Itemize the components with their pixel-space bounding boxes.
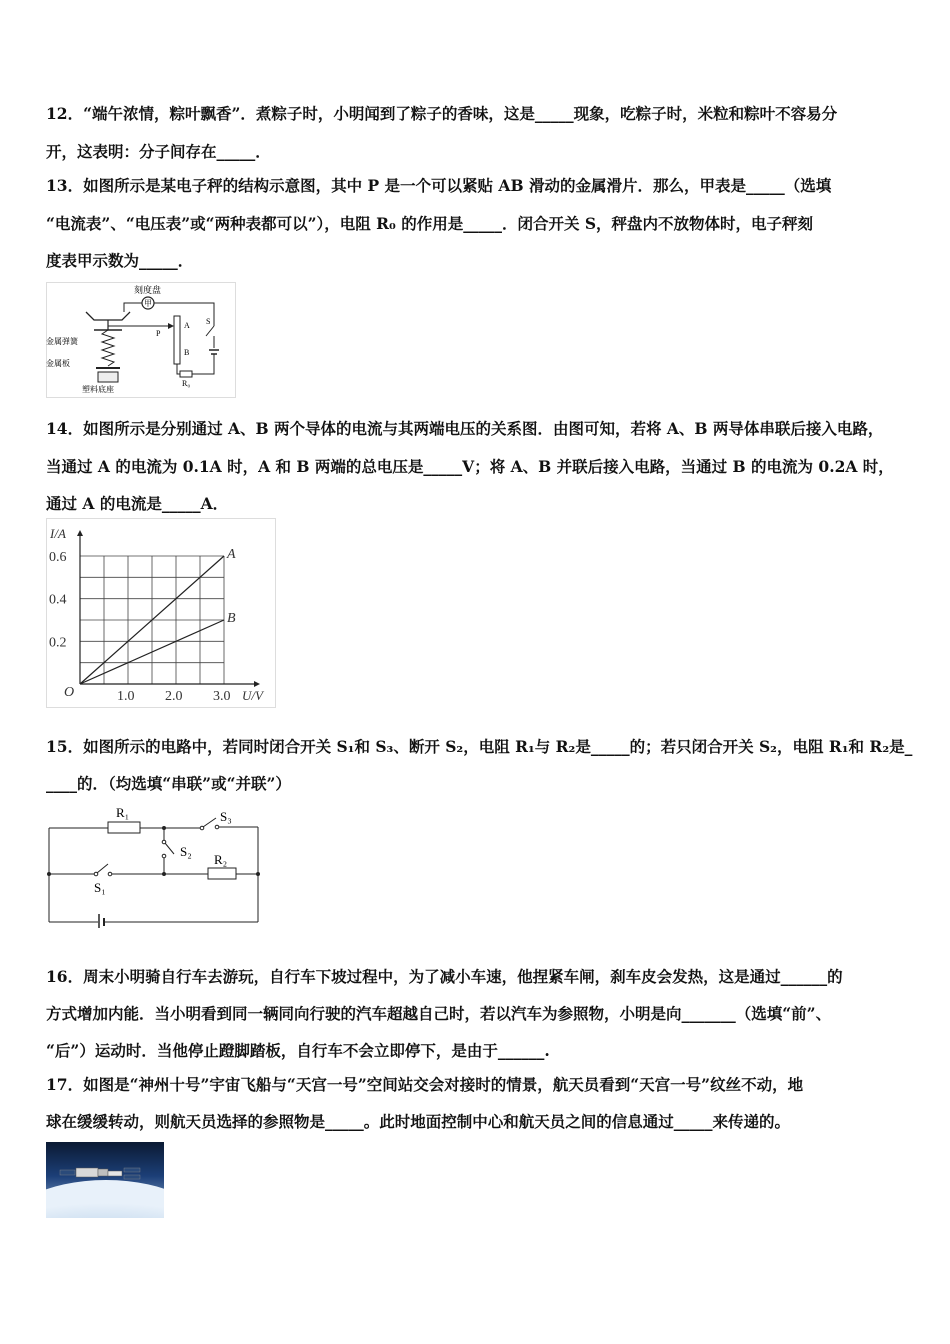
label-p: P: [156, 329, 161, 338]
label-s1: S₁: [94, 880, 106, 895]
x-axis-label: U/V: [242, 688, 263, 703]
base-label: 塑料底座: [82, 385, 114, 394]
q15-line-2: ____的．（均选填“串联”或“并联”）: [46, 774, 291, 793]
dial-label: 刻度盘: [134, 285, 162, 295]
q12-line-1: 12．“端午浓情，粽叶飘香”．煮粽子时，小明闻到了粽子的香味，这是_____现象，吃粽子时，米粒和粽叶不容易分: [46, 104, 838, 123]
spacecraft-docking-photo: [46, 1142, 164, 1218]
y-axis-arrow: [77, 530, 83, 536]
circuit-diagram: [46, 800, 268, 928]
label-s: S: [206, 317, 211, 326]
q14-line-1: 14．如图所示是分别通过 A、B 两个导体的电流与其两端电压的关系图．由图可知，若将 A、B 两导体串联后接入电路，: [46, 419, 884, 438]
x-tick-label: 1.0: [117, 689, 135, 704]
iu-chart: [46, 518, 276, 708]
resistor-r2: [208, 868, 236, 879]
switch-s1: [97, 864, 108, 873]
switch-s3: [203, 818, 216, 827]
x-axis-arrow: [254, 681, 260, 687]
label-b: B: [184, 348, 190, 357]
q13-line-3: 度表甲示数为_____．: [46, 251, 194, 270]
y-tick-label: 0.6: [49, 550, 67, 565]
q16-line-3: “后”）运动时．当他停止蹬脚踏板，自行车不会立即停下，是由于______.: [46, 1041, 550, 1060]
earth: [46, 1180, 164, 1218]
label-s2: S₂: [180, 844, 192, 859]
q17-line-1: 17．如图是“神州十号”宇宙飞船与“天宫一号”空间站交会对接时的情景，航天员看到“天宫一号”纹丝不动，地: [46, 1075, 804, 1094]
origin-label: O: [64, 685, 75, 700]
q14-line-2: 当通过 A 的电流为 0.1A 时，A 和 B 两端的总电压是_____V；将 A、B 并联后接入电路，当通过 B 的电流为 0.2A 时，: [46, 457, 894, 476]
y-tick-label: 0.2: [49, 635, 67, 651]
q13-line-1: 13．如图所示是某电子秤的结构示意图，其中 P 是一个可以紧贴 AB 滑动的金属滑片．那么，甲表是_____（选填: [46, 176, 832, 195]
switch-s2: [165, 843, 174, 854]
q17-line-2: 球在缓缓转动，则航天员选择的参照物是_____。此时地面控制中心和航天员之间的信息通过_____来传递的。: [46, 1112, 791, 1131]
label-r1: R₁: [116, 805, 130, 820]
label-a: A: [184, 321, 190, 330]
y-tick-label: 0.4: [49, 592, 67, 608]
q16-line-1: 16．周末小明骑自行车去游玩，自行车下坡过程中，为了减小车速，他捏紧车闸，刹车皮会发热，这是通过______的: [46, 967, 843, 986]
x-tick-label: 3.0: [213, 689, 231, 704]
resistor-r1: [108, 822, 140, 833]
label-r0: R₀: [182, 379, 191, 388]
spring-label: 金属弹簧: [46, 337, 78, 346]
y-axis-label: I/A: [50, 526, 66, 541]
q15-line-1: 15．如图所示的电路中，若同时闭合开关 S₁和 S₃、断开 S₂，电阻 R₁与 R₂是_____的；若只闭合开关 S₂，电阻 R₁和 R₂是_: [46, 737, 913, 756]
label-r2: R₂: [214, 852, 228, 867]
q14-line-3: 通过 A 的电流是_____A．: [46, 494, 229, 513]
x-tick-label: 2.0: [165, 689, 183, 704]
label-s3: S₃: [220, 809, 232, 824]
scale-diagram: [46, 282, 236, 398]
series-label-B: B: [227, 611, 236, 626]
q12-line-2: 开，这表明：分子间存在_____．: [46, 142, 271, 161]
series-label-A: A: [227, 547, 236, 562]
meter-jia-label: 甲: [144, 299, 152, 308]
q16-line-2: 方式增加内能．当小明看到同一辆同向行驶的汽车超越自己时，若以汽车为参照物，小明是向_______（选填“前”、: [46, 1004, 832, 1023]
plate-label: 金属板: [46, 359, 70, 368]
q13-line-2: “电流表”、“电压表”或“两种表都可以”），电阻 R₀ 的作用是_____．闭合开关 S，秤盘内不放物体时，电子秤刻: [46, 214, 814, 233]
